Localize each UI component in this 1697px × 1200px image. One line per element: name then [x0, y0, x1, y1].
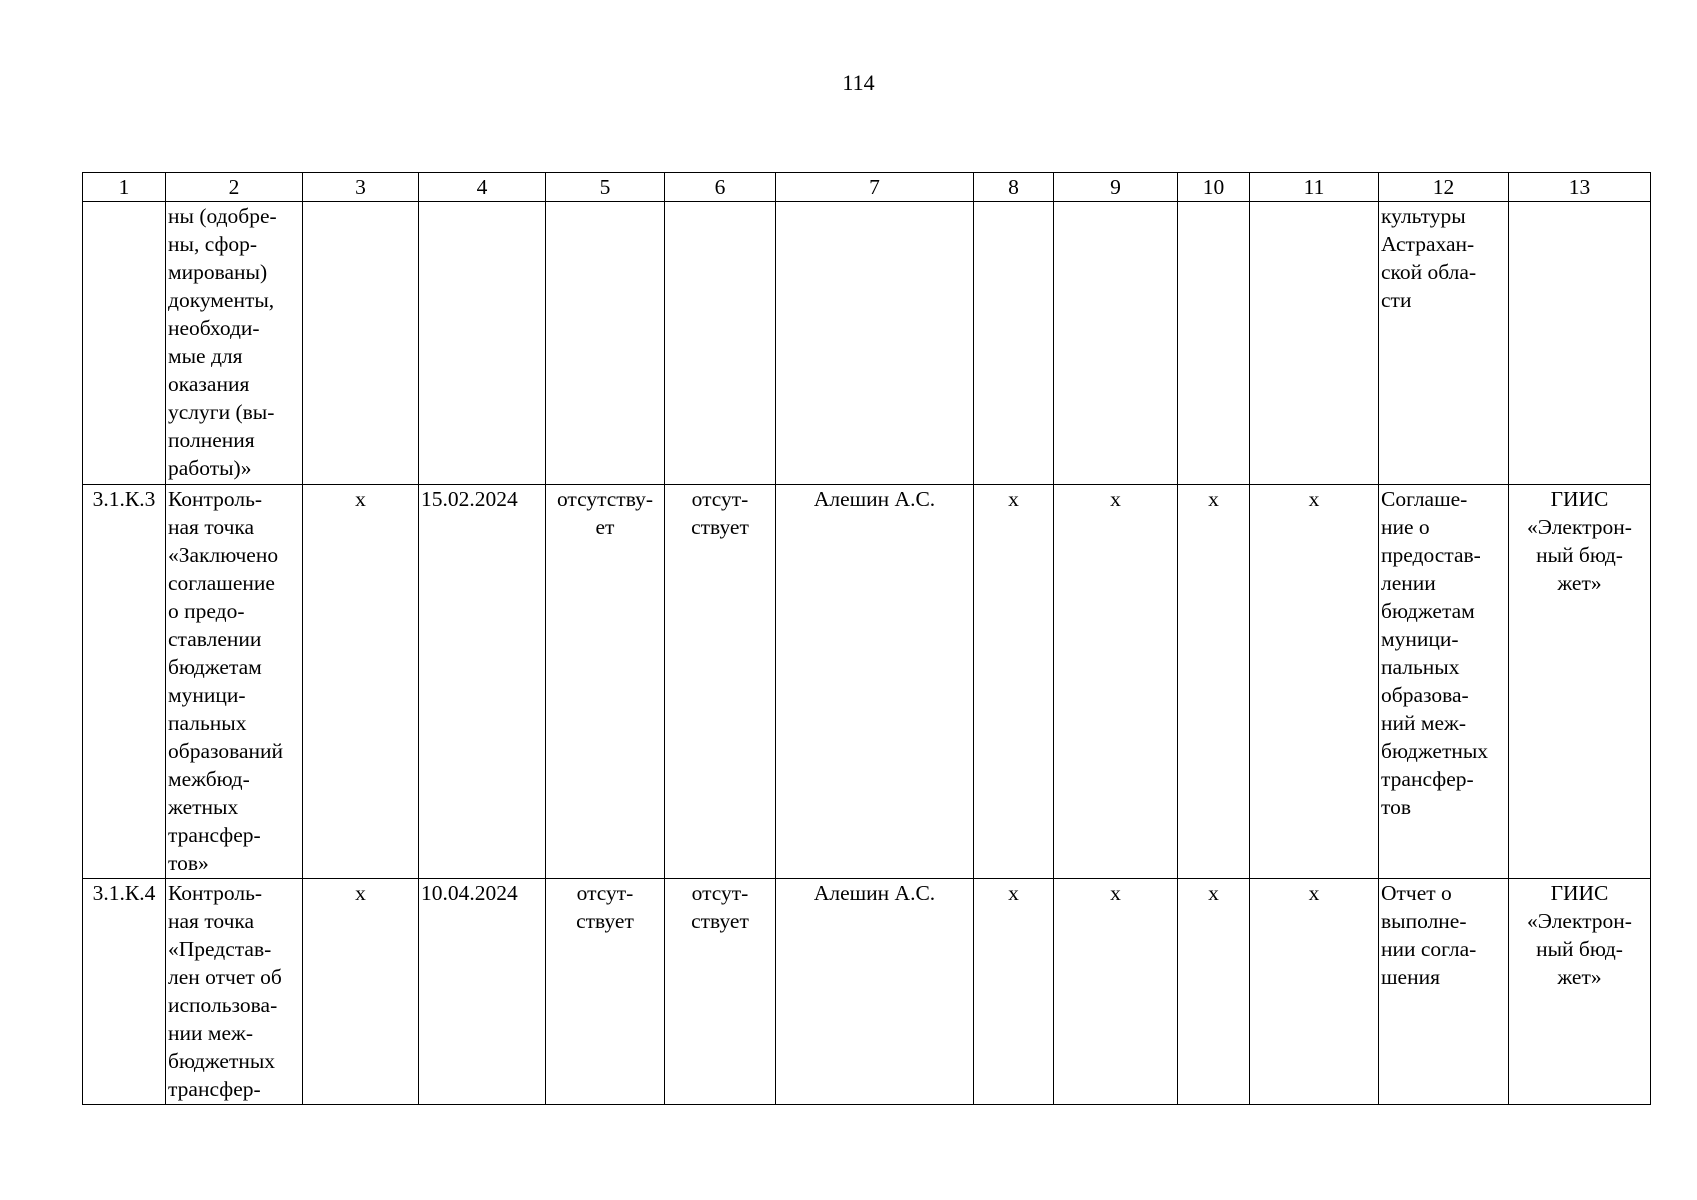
row-id-cell: 3.1.К.4	[83, 879, 166, 1105]
cell: х	[1054, 879, 1178, 1105]
cell: х	[1054, 485, 1178, 879]
cell: х	[303, 879, 419, 1105]
system-cell: ГИИС «Электрон- ный бюд- жет»	[1509, 879, 1651, 1105]
cell: отсут- ствует	[665, 879, 776, 1105]
cell: х	[1250, 485, 1379, 879]
responsible-cell	[776, 202, 974, 485]
cell: отсут- ствует	[546, 879, 665, 1105]
row-id-cell	[83, 202, 166, 485]
name-cell: ны (одобре- ны, сфор- мированы) документы, необходи- мые для оказания услуги (вы- полнения работы)»	[166, 202, 303, 485]
row-id-cell: 3.1.К.3	[83, 485, 166, 879]
cell: х	[303, 485, 419, 879]
document-cell: Соглаше- ние о предостав- лении бюджетам муници- пальных образова- ний меж- бюджетных трансфер- тов	[1379, 485, 1509, 879]
responsible-cell: Алешин А.С.	[776, 485, 974, 879]
date-cell	[419, 202, 546, 485]
table-row	[83, 202, 1651, 485]
column-number: 8	[974, 173, 1054, 202]
cell	[303, 202, 419, 485]
table-row	[83, 879, 1651, 1105]
name-cell: Контроль- ная точка «Представ- лен отчет об использова- нии меж- бюджетных трансфер-	[166, 879, 303, 1105]
responsible-cell: Алешин А.С.	[776, 879, 974, 1105]
column-number: 7	[776, 173, 974, 202]
date-cell: 15.02.2024	[419, 485, 546, 879]
table-row	[83, 485, 1651, 879]
page-number: 114	[842, 70, 875, 95]
column-number: 13	[1509, 173, 1651, 202]
column-number: 4	[419, 173, 546, 202]
cell: отсутству- ет	[546, 485, 665, 879]
cell	[665, 202, 776, 485]
cell: х	[1178, 485, 1250, 879]
column-number: 10	[1178, 173, 1250, 202]
system-cell: ГИИС «Электрон- ный бюд- жет»	[1509, 485, 1651, 879]
date-cell: 10.04.2024	[419, 879, 546, 1105]
cell: х	[1178, 879, 1250, 1105]
cell	[1178, 202, 1250, 485]
cell: х	[1250, 879, 1379, 1105]
column-number: 2	[166, 173, 303, 202]
cell	[1250, 202, 1379, 485]
document-cell: Отчет о выполне- нии согла- шения	[1379, 879, 1509, 1105]
system-cell	[1509, 202, 1651, 485]
cell	[1054, 202, 1178, 485]
document-cell: культуры Астрахан- ской обла- сти	[1379, 202, 1509, 485]
column-number: 3	[303, 173, 419, 202]
cell: отсут- ствует	[665, 485, 776, 879]
column-number: 6	[665, 173, 776, 202]
column-number-row	[83, 173, 1651, 202]
cell: х	[974, 879, 1054, 1105]
column-number: 1	[83, 173, 166, 202]
control-points-table	[82, 172, 1651, 1105]
cell	[974, 202, 1054, 485]
cell: х	[974, 485, 1054, 879]
column-number: 12	[1379, 173, 1509, 202]
name-cell: Контроль- ная точка «Заключено соглашение о предо- ставлении бюджетам муници- пальных образований межбюд- жетных трансфер- тов»	[166, 485, 303, 879]
column-number: 11	[1250, 173, 1379, 202]
column-number: 5	[546, 173, 665, 202]
cell	[546, 202, 665, 485]
column-number: 9	[1054, 173, 1178, 202]
